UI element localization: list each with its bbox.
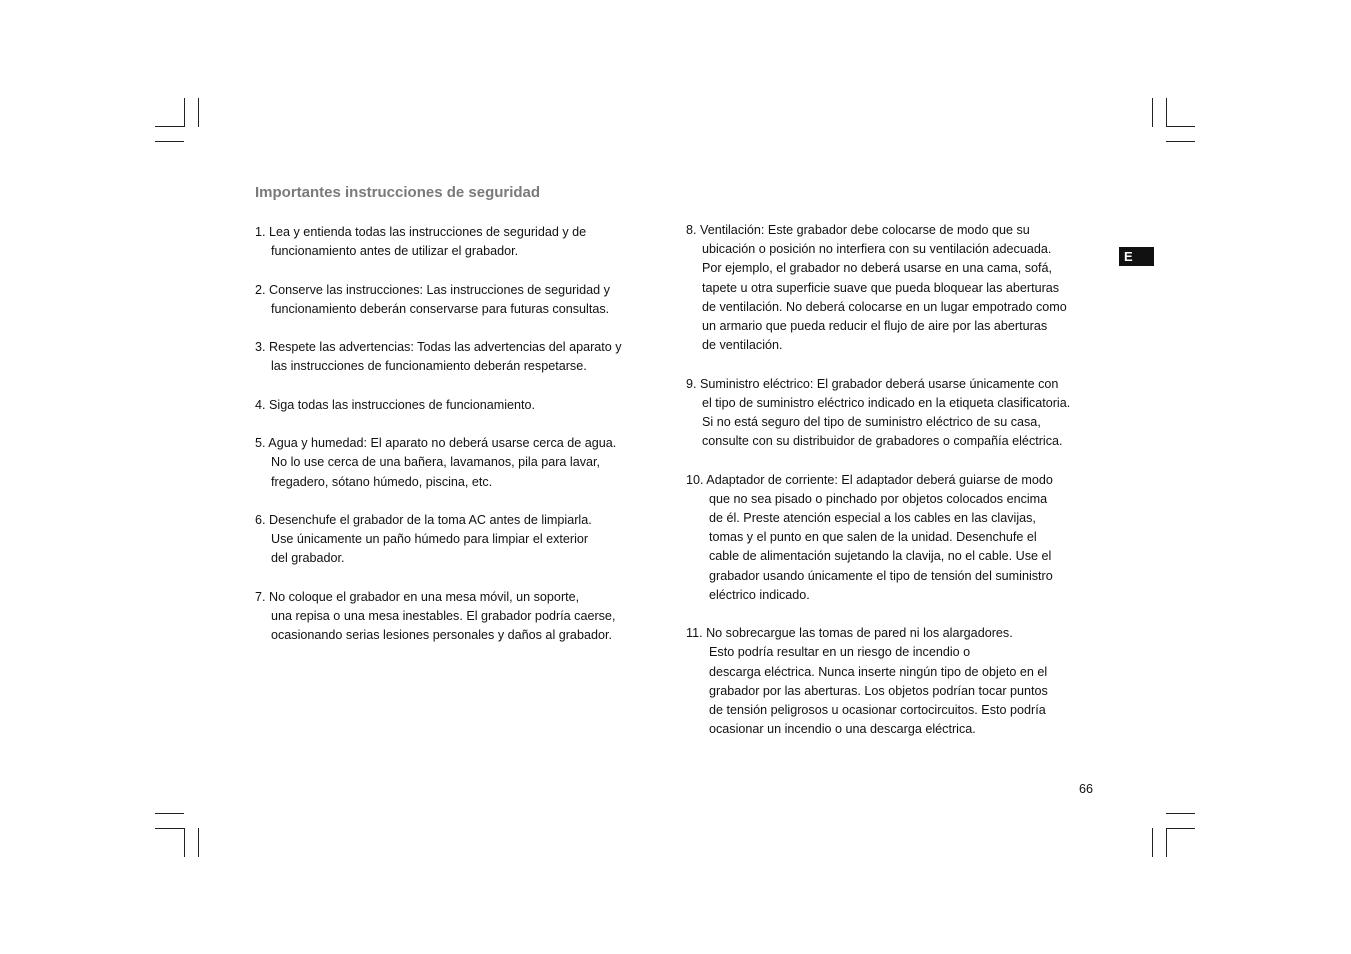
instruction-line: 11. No sobrecargue las tomas de pared ni los alargadores. bbox=[686, 626, 1013, 641]
instruction-line: de él. Preste atención especial a los cables en las clavijas, bbox=[709, 511, 1036, 526]
instruction-line: Use únicamente un paño húmedo para limpiar el exterior bbox=[271, 532, 589, 547]
crop-mark bbox=[184, 98, 185, 127]
instruction-line: de ventilación. bbox=[702, 338, 783, 353]
crop-mark bbox=[155, 141, 184, 142]
instruction-line: Por ejemplo, el grabador no deberá usarse en una cama, sofá, bbox=[702, 261, 1053, 276]
instruction-line: funcionamiento antes de utilizar el grabador. bbox=[271, 244, 519, 259]
instruction-item bbox=[255, 511, 622, 569]
instruction-line: fregadero, sótano húmedo, piscina, etc. bbox=[271, 474, 493, 489]
instruction-item bbox=[255, 434, 622, 492]
crop-mark bbox=[155, 126, 184, 127]
instruction-item bbox=[255, 223, 622, 261]
crop-mark bbox=[184, 828, 185, 857]
instruction-line: 7. No coloque el grabador en una mesa móvil, un soporte, bbox=[255, 589, 580, 604]
crop-mark bbox=[1152, 98, 1153, 127]
instruction-line: consulte con su distribuidor de grabadores o compañía eléctrica. bbox=[702, 434, 1063, 449]
instruction-line: tapete u otra superficie suave que pueda bloquear las aberturas bbox=[702, 280, 1060, 295]
crop-mark bbox=[155, 813, 184, 814]
instruction-item bbox=[255, 281, 622, 319]
instruction-line: el tipo de suministro eléctrico indicado en la etiqueta clasificatoria. bbox=[702, 395, 1071, 410]
crop-mark bbox=[1166, 98, 1167, 127]
crop-mark bbox=[198, 828, 199, 857]
instruction-line: 1. Lea y entienda todas las instrucciones de seguridad y de bbox=[255, 225, 587, 239]
instruction-line: de ventilación. No deberá colocarse en un lugar empotrado como bbox=[702, 299, 1067, 314]
instruction-line: 10. Adaptador de corriente: El adaptador deberá guiarse de modo bbox=[686, 472, 1053, 487]
instruction-line: Si no está seguro del tipo de suministro eléctrico de su casa, bbox=[702, 415, 1041, 430]
page-number: 66 bbox=[1079, 782, 1094, 796]
instruction-line: 9. Suministro eléctrico: El grabador deberá usarse únicamente con bbox=[686, 376, 1059, 391]
instruction-line: funcionamiento deberán conservarse para futuras consultas. bbox=[271, 301, 610, 316]
instruction-line: cable de alimentación sujetando la clavija, no el cable. Use el bbox=[709, 549, 1052, 564]
instruction-line: grabador por las aberturas. Los objetos podrían tocar puntos bbox=[709, 683, 1048, 698]
instruction-line: una repisa o una mesa inestables. El grabador podría caerse, bbox=[271, 608, 616, 623]
instruction-item bbox=[255, 396, 622, 415]
instruction-line: ubicación o posición no interfiera con su ventilación adecuada. bbox=[702, 242, 1052, 257]
instruction-line: del grabador. bbox=[271, 551, 345, 566]
instruction-line: que no sea pisado o pinchado por objetos colocados encima bbox=[709, 491, 1048, 506]
crop-mark bbox=[1166, 141, 1195, 142]
instruction-line: descarga eléctrica. Nunca inserte ningún tipo de objeto en el bbox=[709, 664, 1048, 679]
left-column bbox=[255, 223, 622, 665]
instruction-item bbox=[255, 338, 622, 376]
section-heading: Importantes instrucciones de seguridad bbox=[255, 184, 541, 201]
instruction-line: ocasionar un incendio o una descarga eléctrica. bbox=[709, 722, 976, 737]
instruction-line: grabador usando únicamente el tipo de tensión del suministro bbox=[709, 568, 1053, 583]
instruction-line: Esto podría resultar en un riesgo de incendio o bbox=[709, 645, 971, 660]
instruction-line: 8. Ventilación: Este grabador debe colocarse de modo que su bbox=[686, 223, 1030, 237]
crop-mark bbox=[1152, 828, 1153, 857]
crop-mark bbox=[198, 98, 199, 127]
instruction-line: las instrucciones de funcionamiento deberán respetarse. bbox=[271, 359, 587, 374]
instruction-line: No lo use cerca de una bañera, lavamanos, pila para lavar, bbox=[271, 455, 601, 470]
crop-mark bbox=[1166, 828, 1167, 857]
crop-mark bbox=[155, 828, 184, 829]
instruction-line: 3. Respete las advertencias: Todas las advertencias del aparato y bbox=[255, 340, 622, 355]
instruction-line: tomas y el punto en que salen de la unidad. Desenchufe el bbox=[709, 530, 1037, 545]
language-badge: E bbox=[1119, 247, 1154, 266]
instruction-item bbox=[686, 375, 1070, 452]
instruction-line: eléctrico indicado. bbox=[709, 587, 810, 602]
instruction-item bbox=[686, 624, 1070, 739]
right-column bbox=[686, 221, 1070, 759]
instruction-line: 4. Siga todas las instrucciones de funcionamiento. bbox=[255, 397, 536, 412]
crop-mark bbox=[1166, 813, 1195, 814]
instruction-item bbox=[686, 221, 1070, 355]
instruction-item bbox=[255, 588, 622, 646]
crop-mark bbox=[1166, 828, 1195, 829]
crop-mark bbox=[1166, 126, 1195, 127]
instruction-line: ocasionando serias lesiones personales y daños al grabador. bbox=[271, 628, 612, 643]
instruction-line: de tensión peligrosos u ocasionar cortocircuitos. Esto podría bbox=[709, 703, 1046, 718]
instruction-item bbox=[686, 471, 1070, 605]
instruction-line: un armario que pueda reducir el flujo de aire por las aberturas bbox=[702, 319, 1048, 334]
instruction-line: 2. Conserve las instrucciones: Las instrucciones de seguridad y bbox=[255, 282, 610, 297]
instruction-line: 5. Agua y humedad: El aparato no deberá usarse cerca de agua. bbox=[255, 436, 617, 451]
instruction-line: 6. Desenchufe el grabador de la toma AC antes de limpiarla. bbox=[255, 512, 592, 527]
